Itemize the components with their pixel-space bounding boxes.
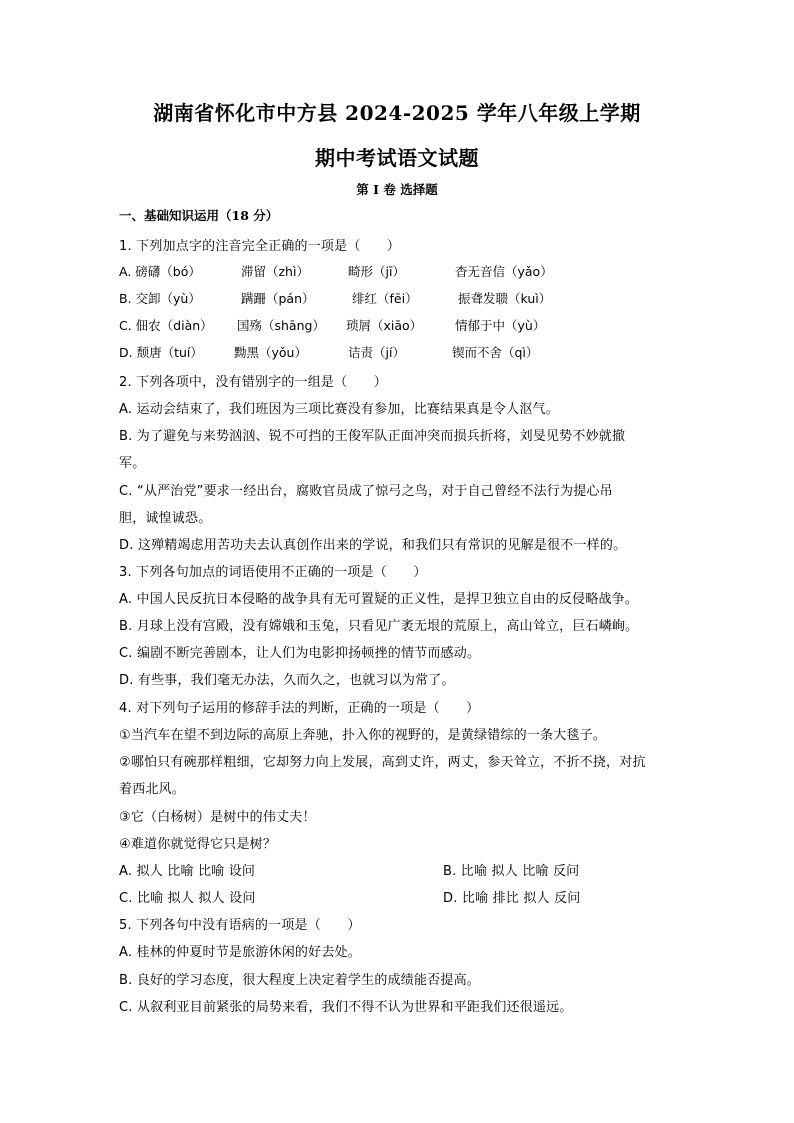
q2-option-d: D. 这殚精竭虑用苦功夫去认真创作出来的学说，和我们只有常识的见解是很不一样的。 [119,538,627,553]
q4-sentence-1: ①当汽车在望不到边际的高原上奔驰，扑入你的视野的，是黄绿错综的一条大毯子。 [119,728,607,743]
q1-option: 振聋发聩（kuì） [458,291,552,306]
page-subtitle: 期中考试语文试题 [315,146,479,170]
q1-option: 诘责（jí） [348,345,405,360]
q4-option-a: A. 拟人 比喻 比喻 设问 [119,864,256,879]
q1-option: 琐屑（xiāo） [346,318,423,333]
q1-option: A. 磅礴（bó） [119,264,201,279]
q3-stem: 3. 下列各句加点的词语使用不正确的一项是（ ） [119,565,427,580]
q4-sentence-2: ②哪怕只有碗那样粗细，它却努力向上发展，高到丈许，两丈，参天耸立，不折不挠，对抗 [119,755,646,770]
q2-option-b: B. 为了避免与来势汹汹、锐不可挡的王俊军队正面冲突而损兵折将，刘旻见势不妙就撤 [119,429,626,444]
q1-option: 情郁于中（yù） [455,318,546,333]
q5-stem: 5. 下列各句中没有语病的一项是（ ） [119,918,361,933]
q4-option-c: C. 比喻 拟人 拟人 设问 [119,891,256,906]
page-title: 湖南省怀化市中方县 2024-2025 学年八年级上学期 [153,101,641,125]
q4-sentence-4: ④难道你就觉得它只是树？ [119,837,277,852]
q2-option-c-cont: 胆，诚惶诚恐。 [119,511,212,526]
q3-option-d: D. 有些事，我们毫无办法，久而久之，也就习以为常了。 [119,673,455,688]
q1-option: 国殇（shāng） [237,318,325,333]
q5-option-c: C. 从叙利亚目前紧张的局势来看，我们不得不认为世界和平距我们还很遥远。 [119,1000,573,1015]
q1-option: 锲而不舍（qì） [452,345,539,360]
q3-option-b: B. 月球上没有宫殿，没有嫦娥和玉兔，只看见广袤无垠的荒原上，高山耸立，巨石嶙峋。 [119,619,639,634]
q1-stem: 1. 下列加点字的注音完全正确的一项是（ ） [119,239,401,254]
q1-option: 黝黑（yǒu） [234,345,307,360]
q2-stem: 2. 下列各项中，没有错别字的一组是（ ） [119,375,387,390]
q3-option-a: A. 中国人民反抗日本侵略的战争具有无可置疑的正义性，是捍卫独立自由的反侵略战争。 [119,592,639,607]
q5-option-a: A. 桂林的仲夏时节是旅游休闲的好去处。 [119,945,361,960]
q1-option: B. 交卸（yù） [119,291,201,306]
q4-option-b: B. 比喻 拟人 比喻 反问 [443,864,580,879]
q1-option: 滞留（zhì） [241,264,309,279]
section-heading: 一、基础知识运用（18 分） [119,208,279,223]
q4-sentence-2-cont: 着西北风。 [119,782,186,797]
q4-sentence-3: ③它（白杨树）是树中的伟丈夫！ [119,810,316,825]
q1-option: 蹒跚（pán） [241,291,315,306]
q1-option: 杳无音信（yǎo） [455,264,553,279]
q2-option-b-cont: 军。 [119,456,146,471]
q5-option-b: B. 良好的学习态度，很大程度上决定着学生的成绩能否提高。 [119,973,480,988]
q2-option-c: C. “从严治党”要求一经出台，腐败官员成了惊弓之鸟，对于自己曾经不法行为提心吊 [119,484,613,499]
q1-option: D. 颓唐（tuí） [119,345,203,360]
q4-option-d: D. 比喻 排比 拟人 反问 [443,891,581,906]
q2-option-a: A. 运动会结束了，我们班因为三项比赛没有参加，比赛结果真是令人沤气。 [119,402,559,417]
q1-option: 畸形（jī） [348,264,405,279]
q1-option: 绯红（fēi） [352,291,418,306]
volume-heading: 第 I 卷 选择题 [356,182,438,197]
q1-option: C. 佃农（diàn） [119,318,213,333]
q3-option-c: C. 编剧不断完善剧本，让人们为电影抑扬顿挫的情节而感动。 [119,646,481,661]
q4-stem: 4. 对下列句子运用的修辞手法的判断，正确的一项是（ ） [119,701,480,716]
